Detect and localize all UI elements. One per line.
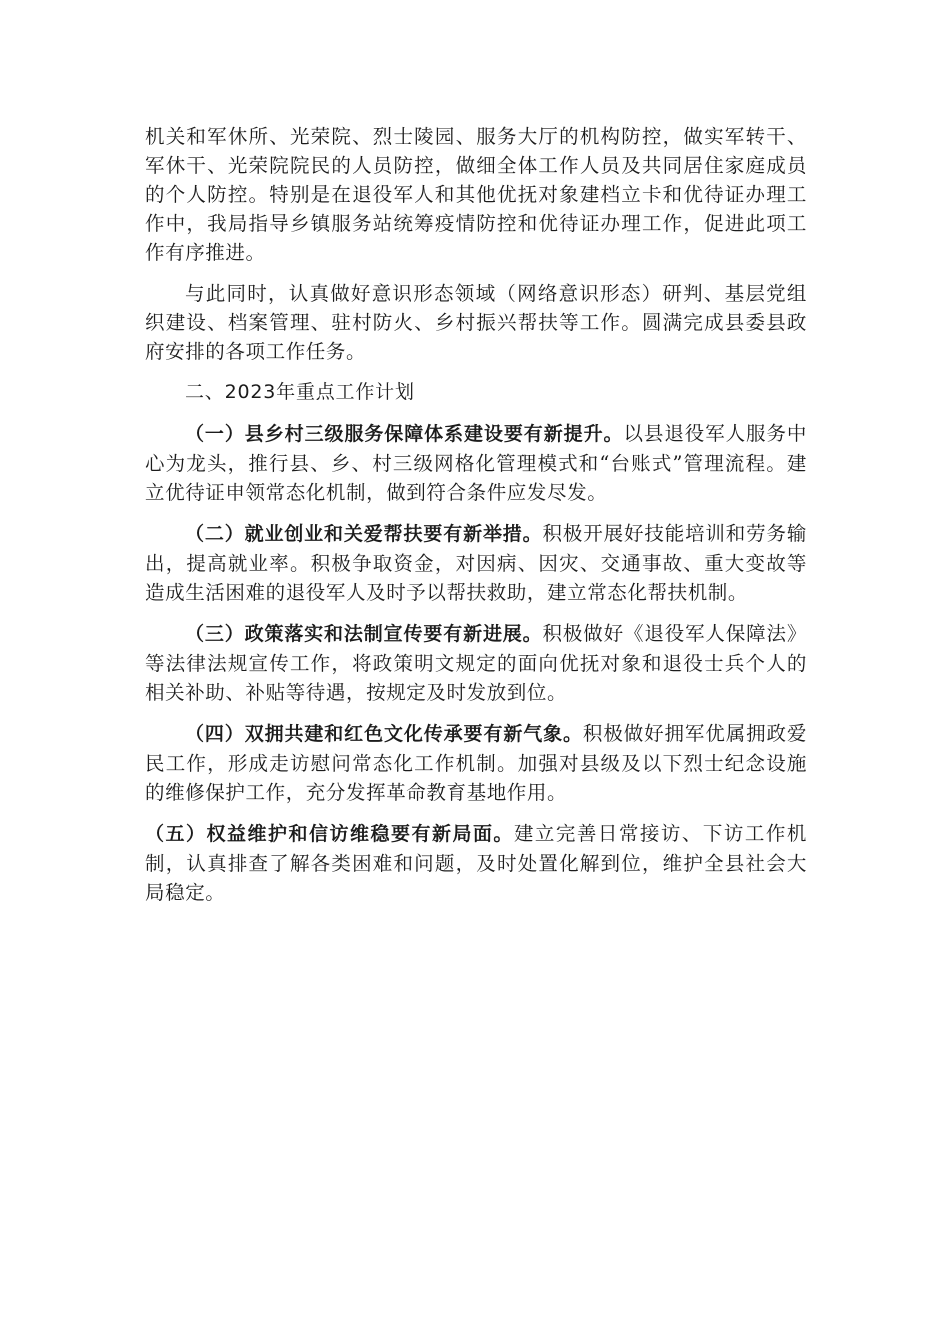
plan-item-employment: [145, 519, 807, 607]
plan-item-text: 积极开展好技能培训和劳务输出，提高就业率。积极争取资金，对因病、因灾、交通事故、重大变故等造成生活困难的退役军人及时予以帮扶救助，建立常态化帮扶机制。: [145, 522, 807, 604]
paragraph-text: 机关和军休所、光荣院、烈士陵园、服务大厅的机构防控，做实军转干、军休干、光荣院院民的人员防控，做细全体工作人员及共同居住家庭成员的个人防控。特别是在退役军人和其他优抚对象建档立卡和优待证办理工作中，我局指导乡镇服务站统筹疫情防控和优待证办理工作，促进此项工作有序推进。: [145, 125, 807, 264]
plan-item-text: 以县退役军人服务中心为龙头，推行县、乡、村三级网格化管理模式和“台账式”管理流程。建立优待证申领常态化机制，做到符合条件应发尽发。: [145, 422, 808, 504]
plan-item-text: 积极做好《退役军人保障法》等法律法规宣传工作，将政策明文规定的面向优抚对象和退役士兵个人的相关补助、补贴等待遇，按规定及时发放到位。: [145, 622, 807, 704]
plan-item-lead: （一）县乡村三级服务保障体系建设要有新提升。: [185, 423, 624, 445]
plan-item-service-system: [145, 419, 807, 507]
paragraph-epidemic-control: [145, 122, 807, 267]
plan-item-rights-protection: [145, 819, 807, 907]
plan-item-policy: [145, 619, 807, 707]
plan-item-text: 积极做好拥军优属拥政爱民工作，形成走访慰问常态化工作机制。加强对县级及以下烈士纪念设施的维修保护工作，充分发挥革命教育基地作用。: [145, 722, 807, 804]
paragraph-other-work: [145, 279, 807, 366]
plan-item-lead: （五）权益维护和信访维稳要有新局面。: [145, 823, 514, 845]
paragraph-text: 与此同时，认真做好意识形态领域（网络意识形态）研判、基层党组织建设、档案管理、驻村防火、乡村振兴帮扶等工作。圆满完成县委县政府安排的各项工作任务。: [145, 282, 807, 363]
document-body: [145, 122, 807, 919]
plan-item-lead: （二）就业创业和关爱帮扶要有新举措。: [185, 523, 543, 545]
plan-item-lead: （四）双拥共建和红色文化传承要有新气象。: [185, 723, 583, 745]
plan-item-lead: （三）政策落实和法制宣传要有新进展。: [185, 623, 543, 645]
plan-item-text: 建立完善日常接访、下访工作机制，认真排查了解各类困难和问题，及时处置化解到位，维护全县社会大局稳定。: [145, 822, 807, 904]
section-heading-2023-plan: 二、2023年重点工作计划: [185, 381, 415, 403]
plan-item-double-support: [145, 719, 807, 807]
